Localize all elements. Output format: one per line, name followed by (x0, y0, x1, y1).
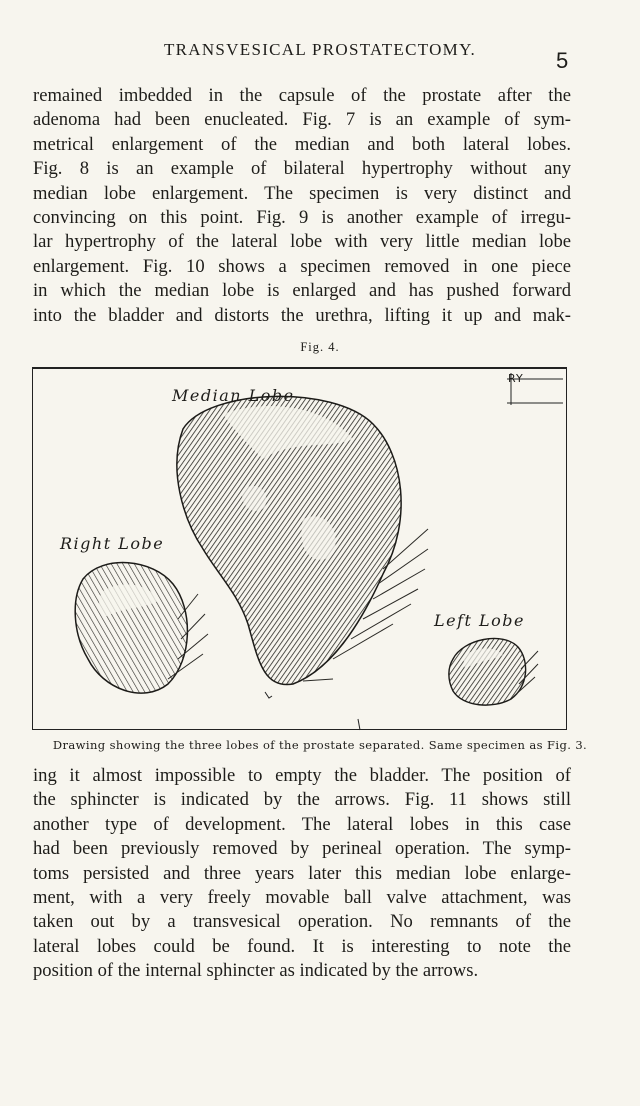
text-line: metrical enlargement of the median and both lateral lobes. (33, 133, 571, 155)
paragraph-1 (33, 84, 571, 328)
left-lobe-label: Left Lobe (434, 611, 525, 630)
text-line: the sphincter is indicated by the arrows. Fig. 11 shows still (33, 789, 571, 811)
text-line: remained imbedded in the capsule of the prostate after the (33, 85, 571, 106)
right-lobe-drawing (75, 563, 208, 694)
text-line: lar hypertrophy of the lateral lobe with very little median lobe (33, 231, 571, 253)
text-line: Fig. 8 is an example of bilateral hypertrophy without any (33, 158, 571, 180)
text-line: enlargement. Fig. 10 shows a specimen removed in one piece (33, 255, 571, 277)
text-line: another type of development. The lateral lobes in this case (33, 813, 571, 835)
mark-line (358, 719, 360, 730)
artist-monogram: RY (508, 372, 524, 385)
page-number: 5 (556, 48, 569, 73)
median-lobe-drawing (177, 396, 428, 684)
median-lobe-label: Median Lobe (172, 386, 295, 405)
text-line: taken out by a transvesical operation. No remnants of the (33, 911, 571, 933)
text-line: ment, with a very freely movable ball valve attachment, was (33, 887, 571, 909)
text-line: lateral lobes could be found. It is interesting to note the (33, 935, 571, 957)
right-lobe-label: Right Lobe (60, 534, 165, 553)
text-line: toms persisted and three years later this median lobe enlarge- (33, 862, 571, 884)
text-line: ing it almost impossible to empty the bladder. The position of (33, 765, 571, 786)
text-line: adenoma had been enucleated. Fig. 7 is an example of sym- (33, 109, 571, 131)
text-line: median lobe enlargement. The specimen is very distinct and (33, 182, 571, 204)
figure-label: Fig. 4. (300, 340, 340, 354)
paragraph-2 (33, 764, 571, 984)
text-line: position of the internal sphincter as indicated by the arrows. (33, 960, 479, 982)
text-line: convincing on this point. Fig. 9 is another example of irregu- (33, 207, 571, 229)
running-head: TRANSVESICAL PROSTATECTOMY. (163, 40, 477, 59)
text-line: into the bladder and distorts the urethra, lifting it up and mak- (33, 304, 571, 326)
left-lobe-drawing (449, 638, 538, 705)
figure-caption: Drawing showing the three lobes of the prostate separated. Same specimen as Fig. 3. (52, 738, 588, 752)
text-line: had been previously removed by perineal operation. The symp- (33, 838, 571, 860)
mark-arrow (265, 692, 272, 698)
text-line: in which the median lobe is enlarged and has pushed forward (33, 280, 571, 302)
